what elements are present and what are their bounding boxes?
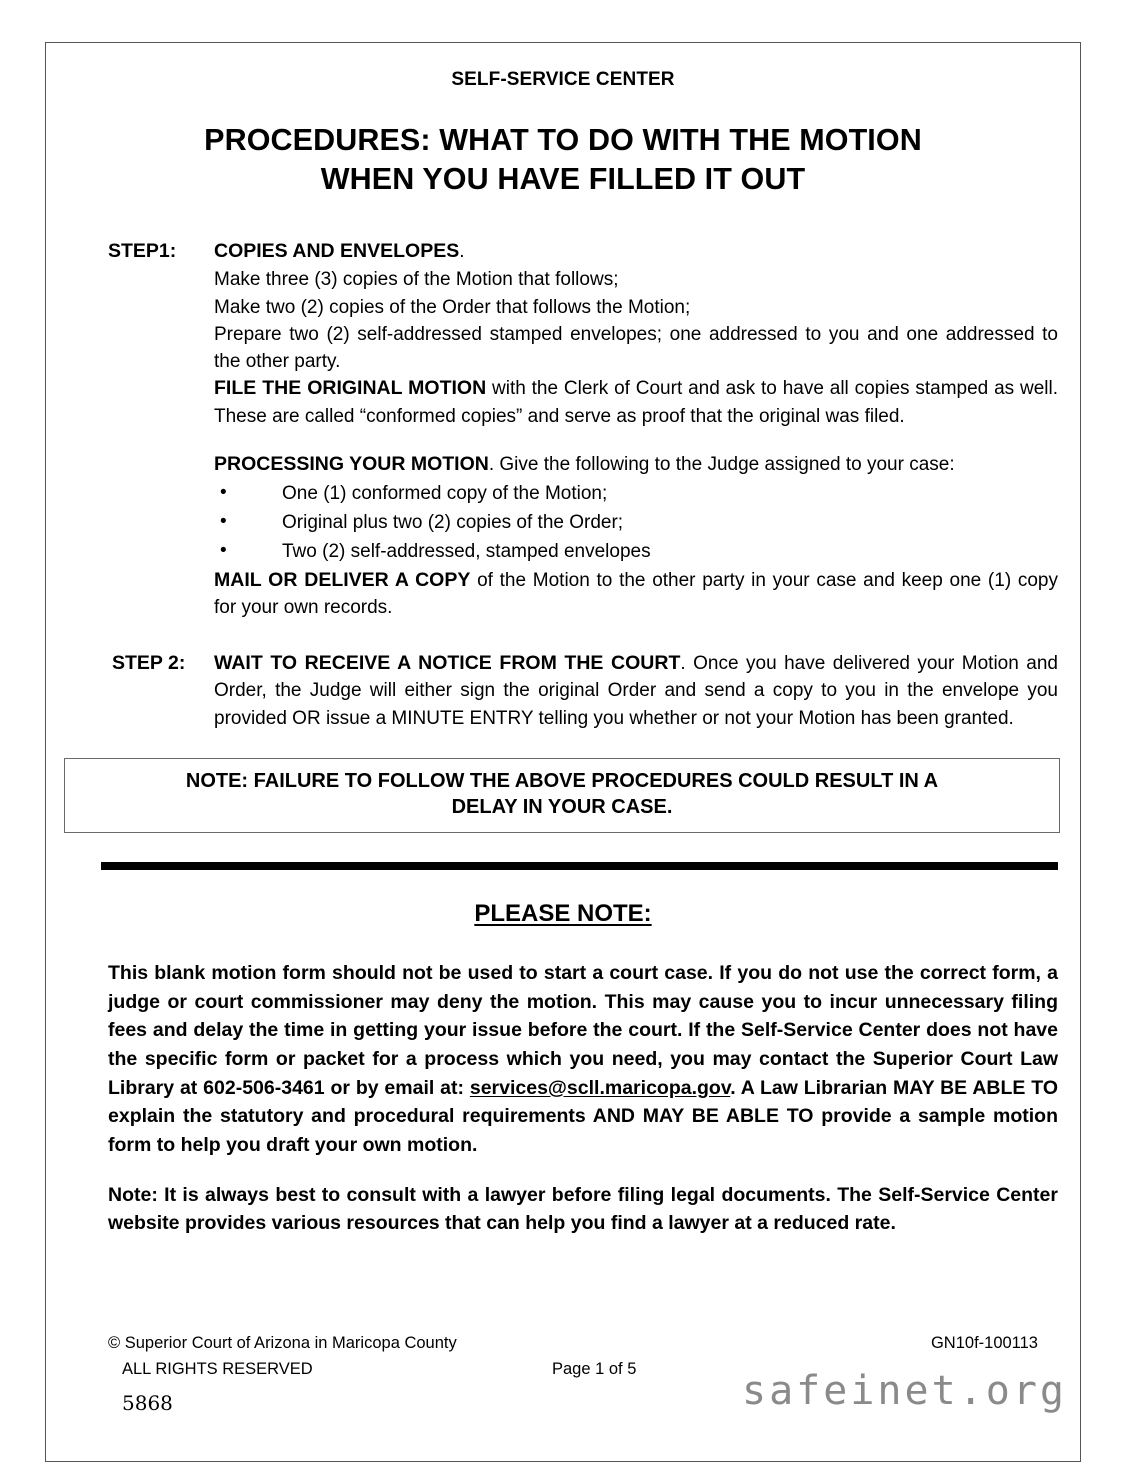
watermark: safeinet.org bbox=[742, 1368, 1067, 1414]
bullet-icon: • bbox=[220, 481, 227, 503]
mail-or-deliver-paragraph bbox=[214, 567, 1058, 622]
wait-for-notice-text: . Once you have delivered your Motion and Order, the Judge will either sign the original Order and send a copy to you in the envelope you provided OR issue a MINUTE ENTRY telling you whether or not your Motion has been granted. bbox=[214, 652, 1058, 729]
page-title bbox=[46, 121, 1080, 198]
wait-for-notice-bold: WAIT TO RECEIVE A NOTICE FROM THE COURT bbox=[214, 651, 681, 674]
document-content bbox=[46, 43, 1080, 1238]
step-1-label: STEP1: bbox=[108, 240, 177, 263]
footer-document-number: 5868 bbox=[122, 1391, 173, 1416]
step-2-section bbox=[46, 650, 1080, 732]
law-library-phone: 602-506-3461 bbox=[203, 1076, 325, 1099]
document-subtitle: SELF-SERVICE CENTER bbox=[451, 69, 675, 90]
note-callout-box bbox=[64, 758, 1060, 833]
law-library-email-link[interactable]: services@scll.maricopa.gov bbox=[469, 1076, 731, 1099]
copies-line-3: Prepare two (2) self-addressed stamped envelopes; one addressed to you and one addressed to the other party. bbox=[214, 323, 1058, 372]
list-item bbox=[214, 480, 1058, 509]
copies-and-envelopes-heading-bold: COPIES AND ENVELOPES bbox=[214, 240, 460, 263]
please-note-paragraph-2: Note: It is always best to consult with a lawyer before filing legal documents. The Self-Service Center website provides various resources that can help you find a lawyer at a reduced rate. bbox=[108, 1183, 1058, 1235]
please-note-heading-text: PLEASE NOTE: bbox=[474, 899, 652, 927]
list-item bbox=[214, 509, 1058, 538]
copies-line-2: Make two (2) copies of the Order that follows the Motion; bbox=[214, 296, 691, 318]
note-callout-line-2: DELAY IN YOUR CASE. bbox=[451, 796, 673, 819]
file-original-motion-paragraph bbox=[214, 375, 1058, 430]
footer-rights-reserved: ALL RIGHTS RESERVED bbox=[122, 1359, 313, 1378]
list-item bbox=[214, 538, 1058, 567]
wait-for-notice-paragraph bbox=[214, 650, 1058, 732]
bullet-icon: • bbox=[220, 539, 227, 561]
copies-and-envelopes-heading bbox=[214, 238, 1058, 266]
processing-your-motion-paragraph bbox=[214, 451, 1058, 479]
processing-your-motion-text: . Give the following to the Judge assigned to your case: bbox=[488, 454, 955, 475]
processing-your-motion-bold: PROCESSING YOUR MOTION bbox=[214, 453, 489, 475]
please-note-p1-part3: . A Law Librarian MAY BE ABLE TO explain the statutory and procedural requirements AND MAY BE ABLE TO provide a sample motion form to help you draft your own motion. bbox=[108, 1076, 1058, 1156]
step-2-label: STEP 2: bbox=[112, 651, 186, 674]
section-divider-rule bbox=[101, 862, 1058, 870]
copies-and-envelopes-heading-period: . bbox=[459, 241, 465, 263]
bullet-icon: • bbox=[220, 510, 227, 532]
please-note-p1-part2: or by email at: bbox=[324, 1076, 470, 1099]
document-page bbox=[45, 42, 1081, 1462]
list-item-label: Two (2) self-addressed, stamped envelopes bbox=[282, 540, 651, 562]
please-note-body bbox=[108, 959, 1058, 1238]
file-original-motion-bold: FILE THE ORIGINAL MOTION bbox=[214, 376, 487, 399]
page-footer bbox=[108, 1331, 1058, 1419]
footer-copyright: © Superior Court of Arizona in Maricopa County bbox=[108, 1334, 457, 1352]
page-title-line-2: WHEN YOU HAVE FILLED IT OUT bbox=[320, 161, 806, 196]
footer-row-1 bbox=[108, 1331, 1058, 1357]
step-1-section bbox=[46, 238, 1080, 621]
footer-row-2 bbox=[108, 1357, 1058, 1383]
step-1-body bbox=[214, 238, 1080, 621]
footer-page-number: Page 1 of 5 bbox=[552, 1359, 637, 1378]
file-original-motion-text: with the Clerk of Court and ask to have all copies stamped as well. These are called “conformed copies” and serve as proof that the original was filed. bbox=[214, 377, 1059, 427]
please-note-paragraph-1 bbox=[108, 959, 1058, 1160]
please-note-heading bbox=[46, 900, 1080, 928]
please-note-p1-part1: This blank motion form should not be used to start a court case. If you do not use the correct form, a judge or court commissioner may deny the motion. This may cause you to incur unnecessary filing fees and delay the time in getting your issue before the court. If the Self-Service Center does not have the specific form or packet for a process which you need, you may contact the Superior Court Law Library at bbox=[108, 961, 1058, 1099]
list-item-label: One (1) conformed copy of the Motion; bbox=[282, 482, 608, 504]
mail-or-deliver-bold: MAIL OR DELIVER A COPY bbox=[214, 568, 471, 591]
footer-form-code: GN10f-100113 bbox=[930, 1334, 1038, 1352]
mail-or-deliver-text: of the Motion to the other party in your case and keep one (1) copy for your own records. bbox=[214, 569, 1058, 619]
step-2-body bbox=[214, 650, 1080, 732]
note-callout-line-1: NOTE: FAILURE TO FOLLOW THE ABOVE PROCEDURES COULD RESULT IN A bbox=[185, 769, 939, 792]
processing-bullet-list bbox=[214, 480, 1058, 567]
page-title-line-1: PROCEDURES: WHAT TO DO WITH THE MOTION bbox=[204, 123, 922, 157]
copies-line-1: Make three (3) copies of the Motion that follows; bbox=[214, 269, 619, 291]
list-item-label: Original plus two (2) copies of the Order; bbox=[282, 511, 624, 533]
